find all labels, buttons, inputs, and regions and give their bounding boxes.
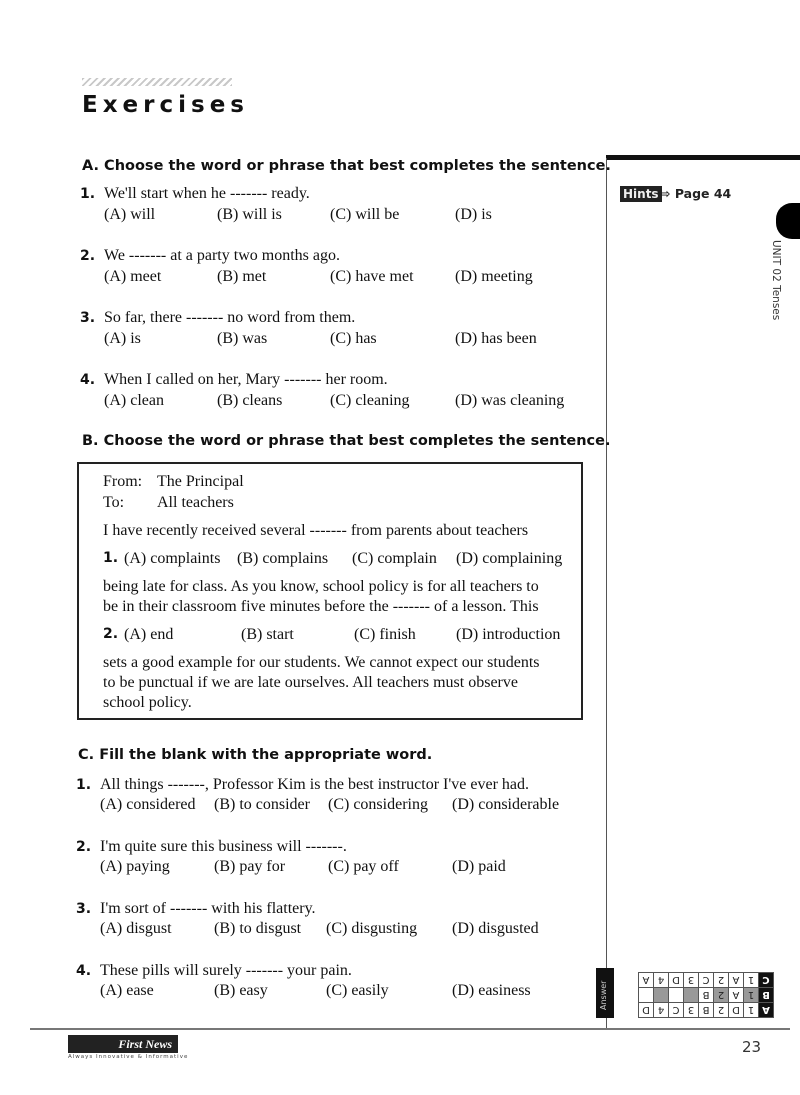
question-a3 (80, 309, 355, 327)
option-a[interactable]: (A) disgust (100, 920, 172, 937)
option-c[interactable]: (C) will be (330, 206, 400, 223)
option-d[interactable]: (D) has been (455, 330, 537, 347)
option-d[interactable]: (D) was cleaning (455, 392, 565, 409)
question-text: We ------- at a party two months ago. (104, 247, 340, 264)
to-value: All teachers (157, 494, 234, 511)
question-text: All things -------, Professor Kim is the best instructor I've ever had. (100, 776, 529, 793)
answer-tab-label: Answer (599, 980, 608, 1010)
question-number: 2. (80, 248, 96, 264)
option-d[interactable]: (D) complaining (456, 550, 563, 567)
option-c[interactable]: (C) pay off (328, 858, 399, 875)
option-b[interactable]: (B) cleans (217, 392, 283, 409)
question-text: We'll start when he ------- ready. (104, 185, 310, 202)
question-text: These pills will surely ------- your pain. (100, 962, 352, 979)
option-b[interactable]: (B) pay for (214, 858, 286, 875)
memo-question-2 (103, 626, 573, 646)
question-text: When I called on her, Mary ------- her room. (104, 371, 388, 388)
section-a-heading: A. Choose the word or phrase that best completes the sentence. (82, 158, 611, 174)
option-a[interactable]: (A) complaints (124, 550, 221, 567)
option-c[interactable]: (C) has (330, 330, 377, 347)
memo-line-6: school policy. (103, 694, 192, 711)
option-c[interactable]: (C) finish (354, 626, 416, 643)
question-number: 4. (76, 963, 92, 979)
memo-line-5: to be punctual if we are late ourselves. All teachers must observe (103, 674, 518, 691)
question-text: I'm quite sure this business will -------. (100, 838, 347, 855)
option-a[interactable]: (A) end (124, 626, 174, 643)
question-c4 (76, 962, 352, 980)
memo-line-2: being late for class. As you know, school policy is for all teachers to (103, 578, 539, 595)
footer-rule (30, 1028, 790, 1030)
option-d[interactable]: (D) is (455, 206, 492, 223)
question-number: 1. (80, 186, 96, 202)
option-d[interactable]: (D) meeting (455, 268, 533, 285)
option-a[interactable]: (A) will (104, 206, 156, 223)
memo-line-4: sets a good example for our students. We cannot expect our students (103, 654, 540, 671)
question-number: 4. (80, 372, 96, 388)
option-b[interactable]: (B) start (241, 626, 294, 643)
sidebar-top-rule (606, 155, 800, 160)
page-title: Exercises (82, 92, 249, 118)
option-b[interactable]: (B) will is (217, 206, 282, 223)
option-d[interactable]: (D) easiness (452, 982, 531, 999)
section-b-heading: B. Choose the word or phrase that best completes the sentence. (82, 433, 611, 449)
memo-from (103, 473, 244, 491)
hints-badge: Hints (620, 186, 662, 202)
option-d[interactable]: (D) paid (452, 858, 506, 875)
option-b[interactable]: (B) complains (237, 550, 329, 567)
publisher-logo: First News (68, 1035, 178, 1053)
option-b[interactable]: (B) met (217, 268, 267, 285)
option-c[interactable]: (C) considering (328, 796, 428, 813)
option-d[interactable]: (D) disgusted (452, 920, 539, 937)
publisher-tagline: Always Innovative & Informative (68, 1054, 189, 1060)
hints-page-reference: ⇨ Page 44 (660, 186, 732, 201)
question-number: 2. (76, 839, 92, 855)
option-c[interactable]: (C) cleaning (330, 392, 410, 409)
option-a[interactable]: (A) meet (104, 268, 162, 285)
question-number: 3. (80, 310, 96, 326)
question-number: 2. (103, 626, 119, 642)
option-a[interactable]: (A) clean (104, 392, 164, 409)
question-c3 (76, 900, 316, 918)
decorative-wave-line (82, 78, 232, 86)
option-c[interactable]: (C) complain (352, 550, 437, 567)
from-label: From: (103, 473, 143, 490)
option-a[interactable]: (A) considered (100, 796, 196, 813)
option-b[interactable]: (B) was (217, 330, 268, 347)
question-number: 1. (103, 550, 119, 566)
answer-key (599, 968, 774, 1018)
sidebar-divider (606, 158, 607, 1028)
question-a2 (80, 247, 340, 265)
option-c[interactable]: (C) easily (326, 982, 389, 999)
option-a[interactable]: (A) paying (100, 858, 170, 875)
option-b[interactable]: (B) easy (214, 982, 268, 999)
memo-line-3: be in their classroom five minutes before the ------- of a lesson. This (103, 598, 539, 615)
question-text: So far, there ------- no word from them. (104, 309, 356, 326)
memo-question-1 (103, 550, 573, 570)
question-c2 (76, 838, 347, 856)
option-d[interactable]: (D) introduction (456, 626, 561, 643)
answer-table (638, 972, 774, 1018)
answer-row-b: B 1 A 2 B (639, 988, 774, 1003)
question-number: 3. (76, 901, 92, 917)
option-a[interactable]: (A) ease (100, 982, 154, 999)
question-a4 (80, 371, 388, 389)
option-b[interactable]: (B) to disgust (214, 920, 302, 937)
option-d[interactable]: (D) considerable (452, 796, 560, 813)
from-value: The Principal (157, 473, 244, 490)
unit-tab-marker (776, 203, 800, 239)
answer-row-c: C 1 A 2 C 3 D 4 A (639, 973, 774, 988)
unit-label: UNIT 02 Tenses (770, 240, 782, 321)
question-number: 1. (76, 777, 92, 793)
answer-row-a: A 1 D 2 B 3 C 4 D (639, 1003, 774, 1018)
question-c1 (76, 776, 529, 794)
memo-box (77, 462, 583, 720)
question-a1 (80, 185, 310, 203)
option-c[interactable]: (C) have met (330, 268, 414, 285)
option-b[interactable]: (B) to consider (214, 796, 310, 813)
to-label: To: (103, 494, 125, 511)
section-c-heading: C. Fill the blank with the appropriate word. (78, 747, 433, 763)
option-c[interactable]: (C) disgusting (326, 920, 418, 937)
page-number: 23 (742, 1038, 762, 1056)
memo-line-1: I have recently received several ------- from parents about teachers (103, 522, 529, 539)
question-text: I'm sort of ------- with his flattery. (100, 900, 316, 917)
memo-to (103, 494, 234, 512)
option-a[interactable]: (A) is (104, 330, 141, 347)
